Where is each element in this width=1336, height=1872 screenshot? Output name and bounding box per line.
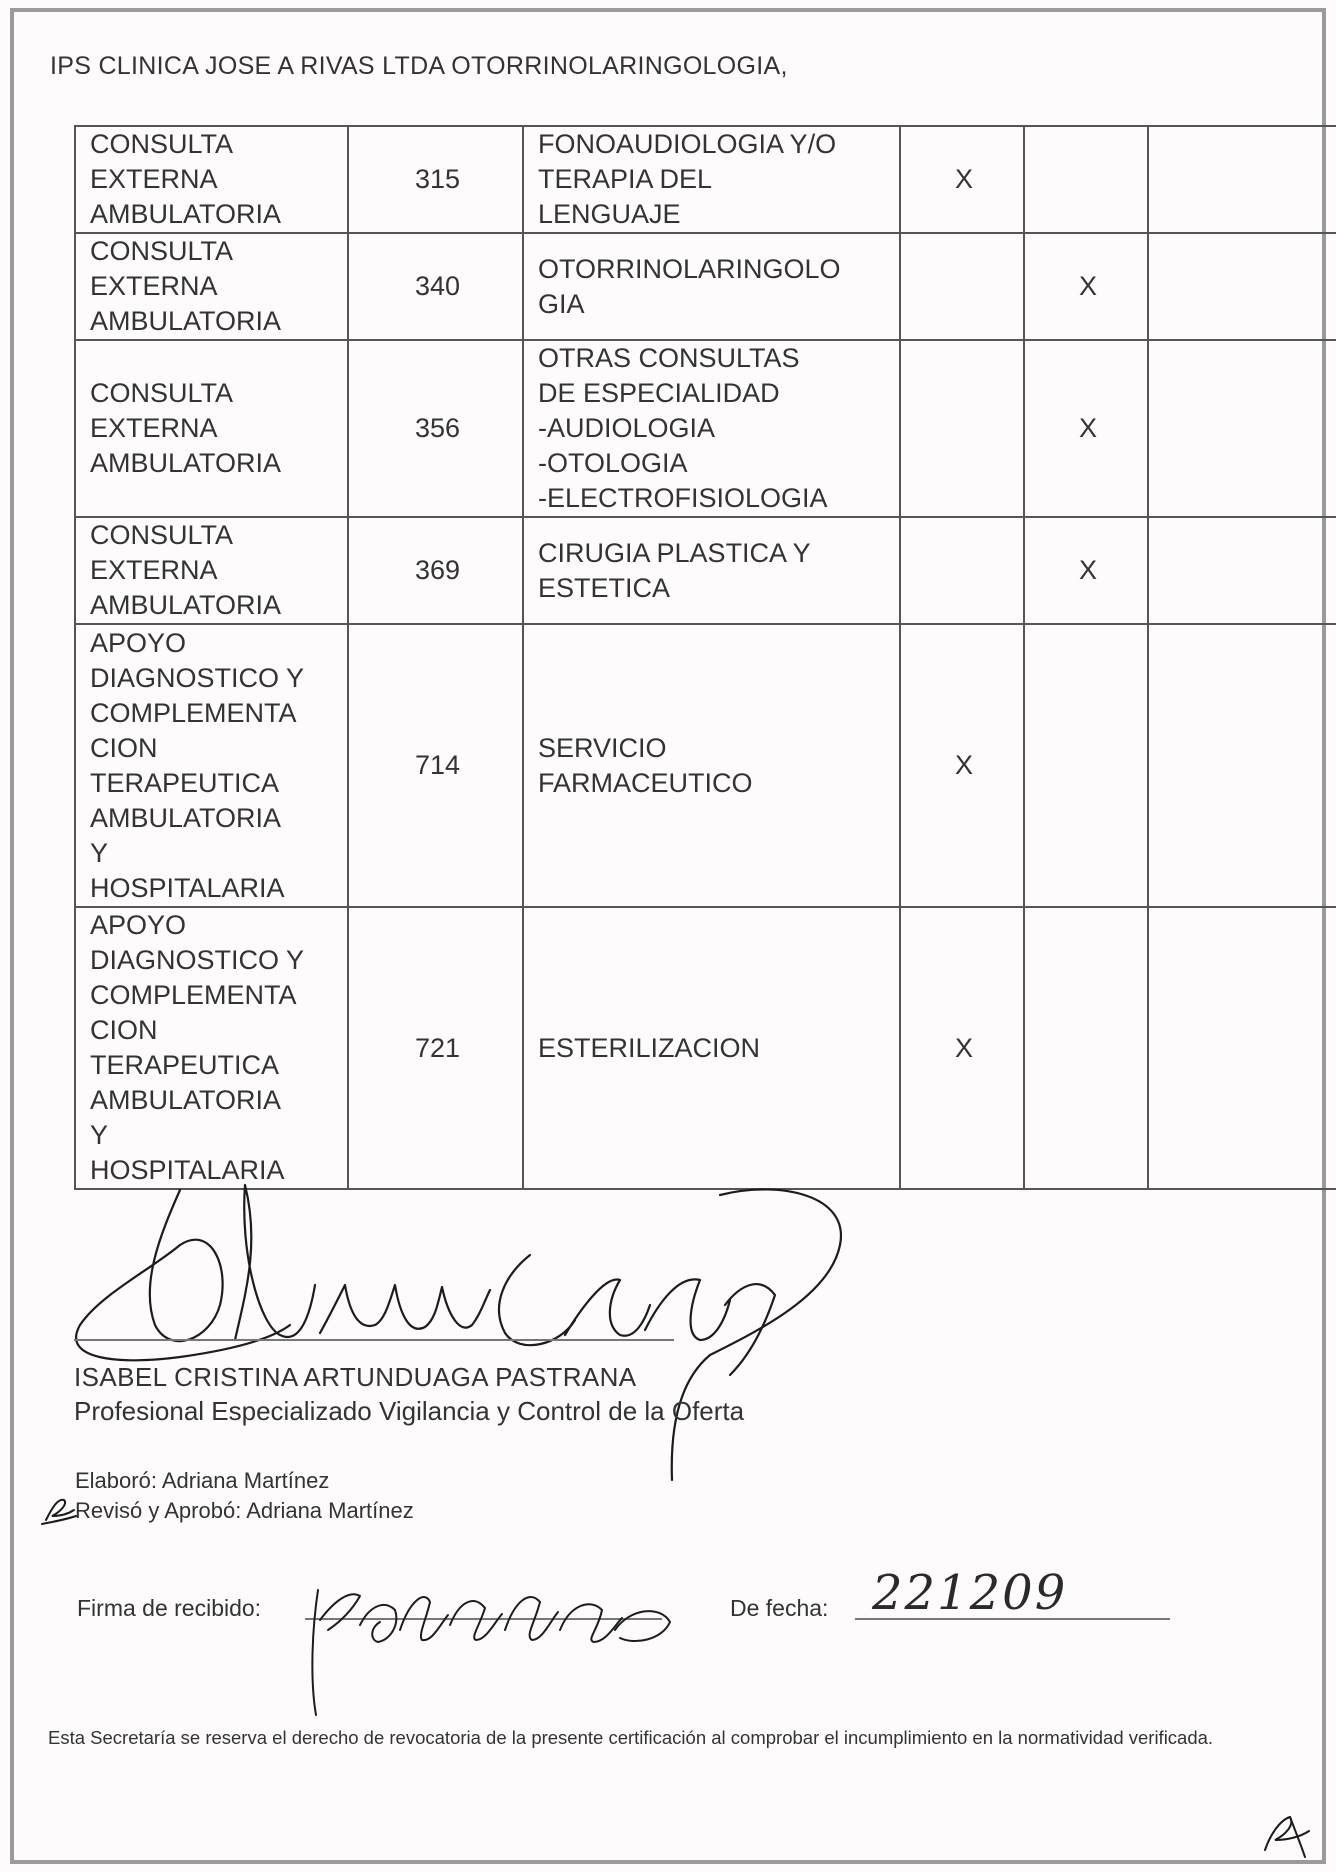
mark-cell-x3 bbox=[1148, 624, 1336, 907]
service-type-line: AMBULATORIA bbox=[90, 448, 282, 478]
service-name-line: OTORRINOLARINGOLO bbox=[538, 253, 841, 284]
service-code-cell: 315 bbox=[348, 126, 523, 233]
service-type-cell bbox=[75, 624, 348, 907]
service-type-line: Y bbox=[90, 1120, 109, 1150]
service-name-line: LENGUAJE bbox=[538, 199, 681, 229]
table-row bbox=[75, 517, 1336, 624]
service-type-line: AMBULATORIA bbox=[90, 306, 282, 336]
service-name-line: TERAPIA DEL bbox=[538, 164, 713, 194]
service-type-line: CONSULTA bbox=[90, 236, 234, 266]
mark-cell-x1: X bbox=[900, 624, 1024, 907]
mark-cell-x2: X bbox=[1024, 517, 1148, 624]
service-name-cell bbox=[523, 126, 900, 233]
service-type-line: EXTERNA bbox=[90, 271, 218, 301]
service-type-line: CONSULTA bbox=[90, 378, 234, 408]
table-row bbox=[75, 624, 1336, 907]
table-row bbox=[75, 126, 1336, 233]
signature-line bbox=[74, 1339, 674, 1341]
service-type-line: AMBULATORIA bbox=[90, 199, 282, 229]
service-type-line: AMBULATORIA bbox=[90, 802, 282, 833]
service-name-line: GIA bbox=[538, 288, 585, 319]
mark-cell-x2: X bbox=[1024, 233, 1148, 340]
service-name-cell bbox=[523, 624, 900, 907]
receipt-date-handwritten: 221209 bbox=[872, 1565, 1068, 1621]
service-type-cell bbox=[75, 126, 348, 233]
mark-cell-x3 bbox=[1148, 233, 1336, 340]
service-type-line: EXTERNA bbox=[90, 413, 218, 443]
receipt-signature-label: Firma de recibido: bbox=[77, 1595, 262, 1621]
service-type-cell bbox=[75, 517, 348, 624]
service-type-cell bbox=[75, 233, 348, 340]
service-name-cell bbox=[523, 233, 900, 340]
service-name-line: OTRAS CONSULTAS bbox=[538, 343, 800, 373]
service-type-line: HOSPITALARIA bbox=[90, 872, 285, 903]
service-type-line: DIAGNOSTICO Y bbox=[90, 662, 305, 693]
service-type-line: EXTERNA bbox=[90, 555, 218, 585]
mark-cell-x3 bbox=[1148, 126, 1336, 233]
service-name-line: -AUDIOLOGIA bbox=[538, 413, 716, 443]
service-name-line: -OTOLOGIA bbox=[538, 448, 688, 478]
mark-cell-x2 bbox=[1024, 126, 1148, 233]
service-type-line: EXTERNA bbox=[90, 164, 218, 194]
service-type-line: AMBULATORIA bbox=[90, 1085, 282, 1115]
services-table-body bbox=[75, 126, 1336, 1189]
service-type-line: CONSULTA bbox=[90, 520, 234, 550]
prepared-by: Elaboró: Adriana Martínez bbox=[75, 1468, 330, 1493]
service-type-line: APOYO bbox=[90, 627, 187, 658]
service-type-line: TERAPEUTICA bbox=[90, 767, 280, 798]
mark-cell-x3 bbox=[1148, 517, 1336, 624]
service-type-cell bbox=[75, 340, 348, 517]
service-type-line: CION bbox=[90, 732, 158, 763]
service-type-line: COMPLEMENTA bbox=[90, 980, 297, 1010]
service-name-cell bbox=[523, 517, 900, 624]
mark-cell-x3 bbox=[1148, 907, 1336, 1189]
services-table bbox=[74, 125, 1336, 1190]
mark-cell-x2 bbox=[1024, 907, 1148, 1189]
table-row bbox=[75, 340, 1336, 517]
signatory-name: ISABEL CRISTINA ARTUNDUAGA PASTRANA bbox=[74, 1362, 637, 1392]
receipt-date-label: De fecha: bbox=[730, 1595, 829, 1621]
service-code-cell: 356 bbox=[348, 340, 523, 517]
mark-cell-x1 bbox=[900, 517, 1024, 624]
service-name-line: CIRUGIA PLASTICA Y bbox=[538, 537, 811, 568]
service-name-line: ESTETICA bbox=[538, 572, 671, 603]
service-code-cell: 369 bbox=[348, 517, 523, 624]
table-row bbox=[75, 233, 1336, 340]
service-type-line: Y bbox=[90, 837, 109, 868]
service-type-line: TERAPEUTICA bbox=[90, 1050, 280, 1080]
handwritten-corner-initial bbox=[1245, 1795, 1315, 1865]
service-type-line: APOYO bbox=[90, 910, 187, 940]
mark-cell-x1 bbox=[900, 233, 1024, 340]
service-name-line: -ELECTROFISIOLOGIA bbox=[538, 483, 828, 513]
handwritten-signature-artunduaga bbox=[60, 1125, 880, 1485]
service-type-line: CION bbox=[90, 1015, 158, 1045]
mark-cell-x1 bbox=[900, 340, 1024, 517]
service-name-line: FARMACEUTICO bbox=[538, 767, 753, 798]
handwritten-initial-mark bbox=[38, 1490, 78, 1530]
handwritten-receipt-signature bbox=[290, 1530, 690, 1720]
service-name-line: FONOAUDIOLOGIA Y/O bbox=[538, 129, 837, 159]
service-code-cell: 340 bbox=[348, 233, 523, 340]
revocation-notice: Esta Secretaría se reserva el derecho de revocatoria de la presente certificación al comprobar el incumplimiento en la normatividad verificada. bbox=[48, 1727, 1214, 1748]
mark-cell-x2 bbox=[1024, 624, 1148, 907]
service-type-line: HOSPITALARIA bbox=[90, 1155, 285, 1185]
service-type-line: COMPLEMENTA bbox=[90, 697, 297, 728]
service-name-line: SERVICIO bbox=[538, 732, 667, 763]
service-name-line: ESTERILIZACION bbox=[538, 1032, 761, 1063]
mark-cell-x2: X bbox=[1024, 340, 1148, 517]
document-header: IPS CLINICA JOSE A RIVAS LTDA OTORRINOLARINGOLOGIA, bbox=[50, 52, 788, 80]
mark-cell-x1: X bbox=[900, 126, 1024, 233]
signatory-role: Profesional Especializado Vigilancia y Control de la Oferta bbox=[74, 1396, 745, 1426]
reviewed-by: Revisó y Aprobó: Adriana Martínez bbox=[75, 1498, 414, 1523]
mark-cell-x3 bbox=[1148, 340, 1336, 517]
service-type-line: DIAGNOSTICO Y bbox=[90, 945, 305, 975]
service-type-line: AMBULATORIA bbox=[90, 590, 282, 620]
service-code-cell: 714 bbox=[348, 624, 523, 907]
mark-cell-x1: X bbox=[900, 907, 1024, 1189]
service-name-cell bbox=[523, 340, 900, 517]
service-name-line: DE ESPECIALIDAD bbox=[538, 378, 780, 408]
service-code-cell: 721 bbox=[348, 907, 523, 1189]
service-type-line: CONSULTA bbox=[90, 129, 234, 159]
